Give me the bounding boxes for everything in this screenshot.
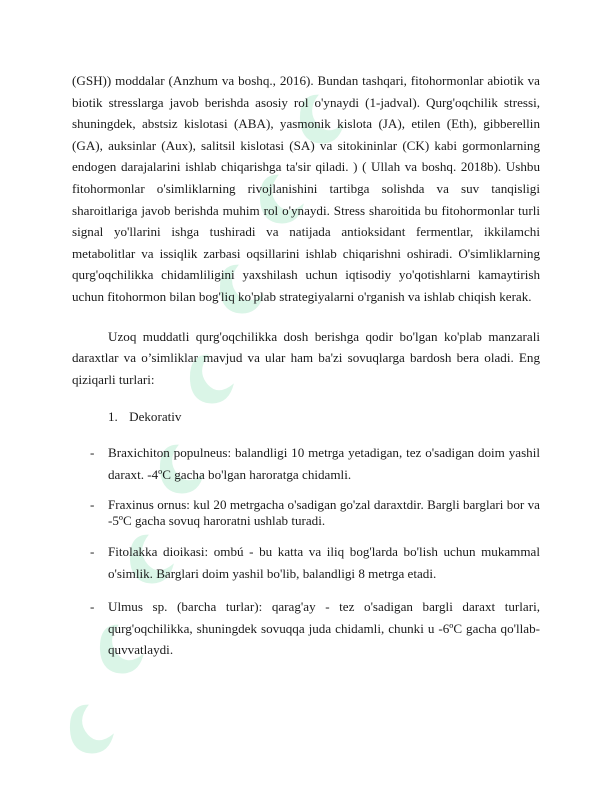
bullet-dash: - [90, 444, 95, 460]
section-title: Dekorativ [129, 409, 182, 425]
bullet-dash: - [90, 599, 95, 615]
list-item-text: Fraxinus ornus: kul 20 metrgacha o'sadigan go'zal daraxtdir. Bargli barglari bor va -5ºC gacha sovuq haroratni ushlab turadi. [108, 497, 540, 529]
list-item [72, 497, 540, 529]
list-item-text: Fitolakka dioikasi: ombú - bu katta va iliq bog'larda bo'lish uchun mukammal o'simlik. Barglari doim yashil bo'lib, balandligi 8 metrga etadi. [108, 544, 540, 581]
species-list [72, 442, 540, 661]
watermark-mark [58, 699, 119, 763]
section-number: 1. [108, 409, 118, 425]
bullet-dash: - [90, 497, 95, 513]
bullet-dash: - [90, 544, 95, 560]
list-item [72, 442, 540, 485]
document-page [72, 70, 540, 673]
section-heading [108, 406, 540, 428]
list-item-text: Braxichiton populneus: balandligi 10 metrga yetadigan, tez o'sadigan doim yashil daraxt. -4ºC gacha bo'lgan haroratga chidamli. [108, 444, 540, 482]
list-item [72, 596, 540, 661]
list-item [72, 541, 540, 584]
paragraph-phytohormones: (GSH)) moddalar (Anzhum va boshq., 2016). Bundan tashqari, fitohormonlar abiotik va biotik stresslarga javob berishda asosiy rol o'ynaydi (1-jadval). Qurg'oqchilik stressi, shuningdek, abstsiz kislotasi (ABA), yasmonik kislota (JA), etilen (Eth), gibberellin (GA), auksinlar (Aux), salitsil kislotasi (SA) va sitokininlar (CK) kabi gormonlarning endogen darajalarini ishlab chiqarishga ta'sir qiladi. ) ( Ullah va boshq. 2018b). Ushbu fitohormonlar o'simliklarning rivojlanishini tartibga solishda va suv tanqisligi sharoitlariga javob berishda muhim rol o'ynaydi. Stress sharoitida bu fitohormonlar turli signal yo'llarini ishga tushiradi va natijada antioksidant fermentlar, ikkilamchi metabolitlar va issiqlik zarbasi oqsillarini ishlab chiqarishni oshiradi. O'simliklarning qurg'oqchilikka chidamliligini yaxshilash uchun iqtisodiy yo'qotishlarni kamaytirish uchun fitohormon bilan bog'liq ko'plab strategiyalarni o'rganish va ishlab chiqish kerak. [72, 73, 540, 304]
paragraph-ornamental-trees: Uzoq muddatli qurg'oqchilikka dosh berishga qodir bo'lgan ko'plab manzarali daraxtlar va o’simliklar mavjud va ular ham ba'zi sovuqlarga bardosh bera oladi. Eng qiziqarli turlari: [72, 328, 540, 387]
list-item-text: Ulmus sp. (barcha turlar): qarag'ay - tez o'sadigan bargli daraxt turlari, qurg'oqchilikka, shuningdek sovuqqa juda chidamli, chunki u -6ºC gacha qo'llab-quvvatlaydi. [108, 599, 540, 658]
